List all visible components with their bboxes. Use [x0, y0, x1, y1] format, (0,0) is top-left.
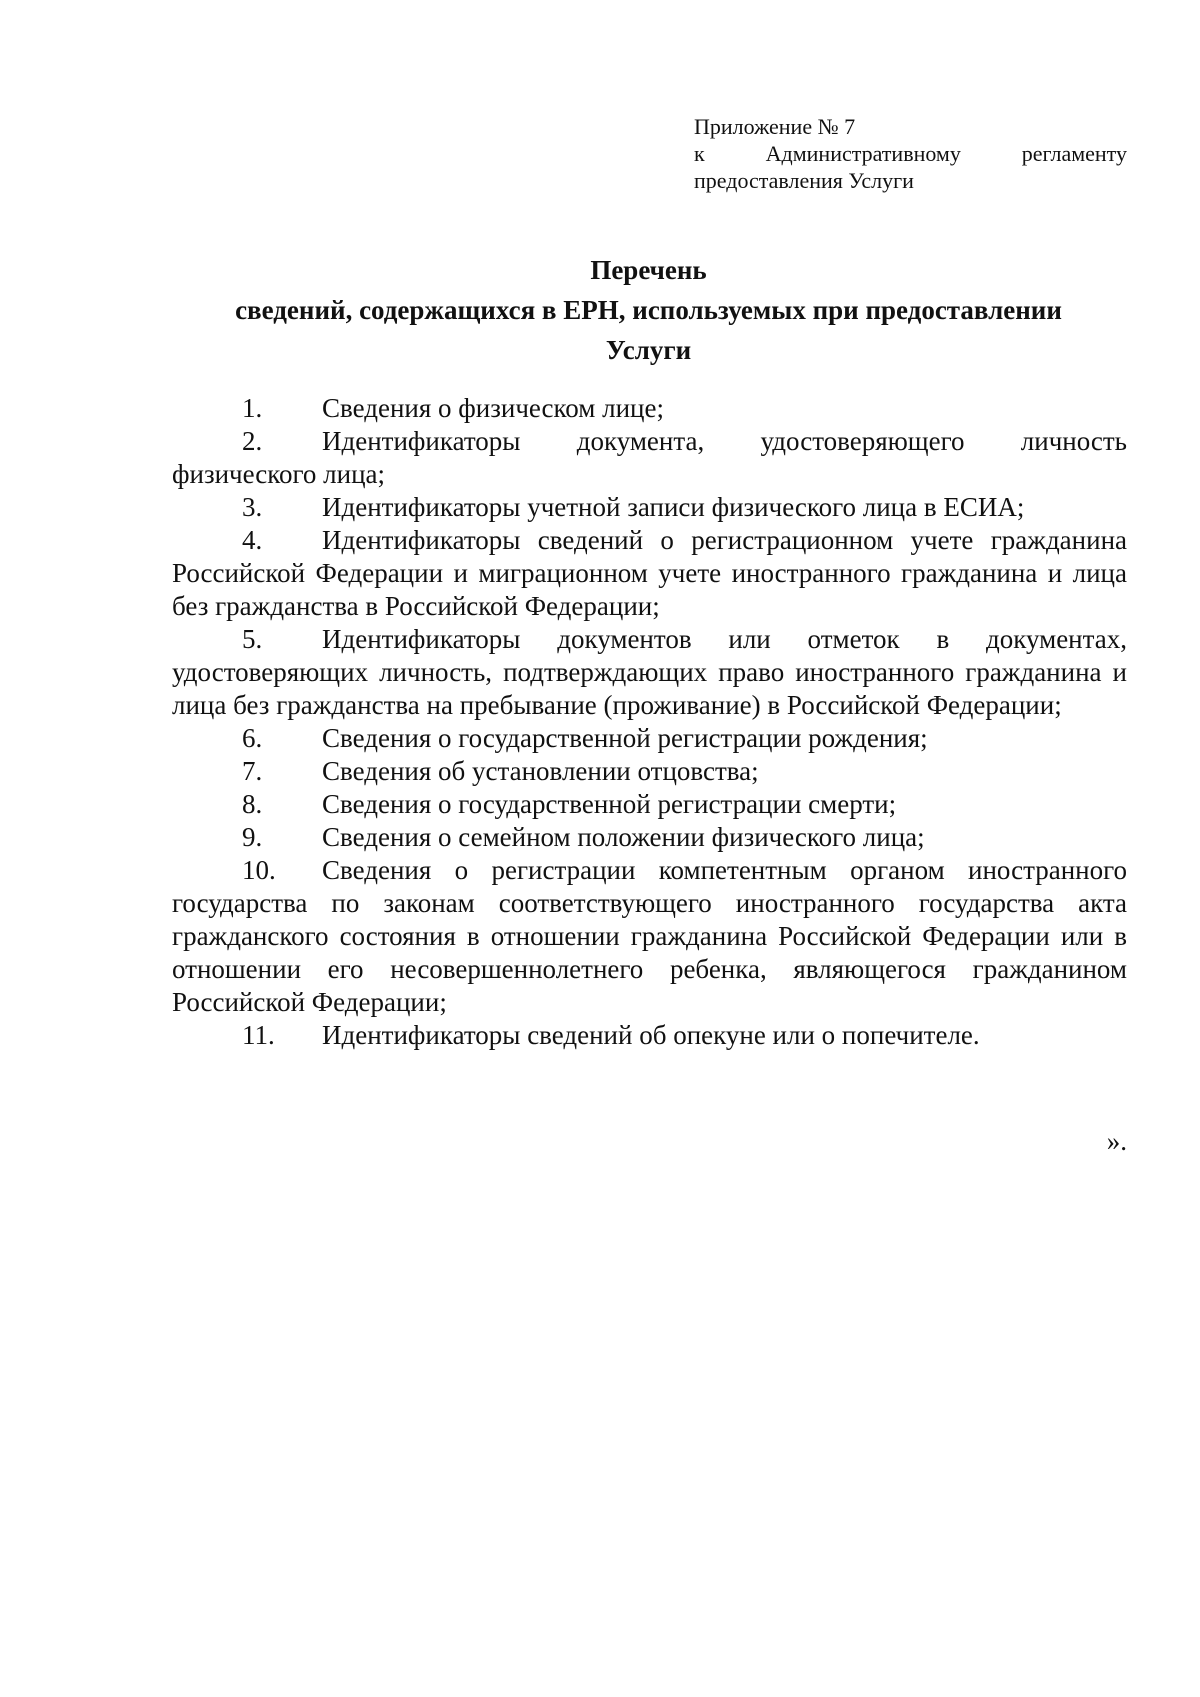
appendix-header: [694, 113, 1127, 194]
list-item-text: Идентификаторы сведений о регистрационном учете гражданина Российской Федерации и миграционном учете иностранного гражданина и лица без гражданства в Российской Федерации;: [172, 525, 1127, 621]
list-item-number: 8.: [242, 789, 263, 819]
list-item-number: 2.: [242, 426, 263, 456]
list-item-text: Сведения о регистрации компетентным органом иностранного государства по законам соответствующего иностранного государства акта гражданского состояния в отношении гражданина Российской Федерации или в отношении его несовершеннолетнего ребенка, являющегося гражданином Российской Федерации;: [172, 855, 1127, 1017]
list-item: [172, 722, 1127, 755]
appendix-number: Приложение № 7: [694, 114, 856, 139]
list-item-number: 3.: [242, 492, 263, 522]
title-line-3: Услуги: [605, 335, 692, 365]
list-item: [172, 788, 1127, 821]
list-item-text: Сведения о государственной регистрации рождения;: [322, 723, 928, 753]
appendix-word: к: [694, 141, 705, 166]
list-item-text: Сведения о физическом лице;: [322, 393, 664, 423]
list-item-number: 11.: [242, 1020, 275, 1050]
appendix-service-line: предоставления Услуги: [694, 168, 914, 193]
list-item: [172, 755, 1127, 788]
list-item: [172, 392, 1127, 425]
list-item-number: 4.: [242, 525, 263, 555]
list-item-number: 1.: [242, 393, 263, 423]
appendix-word: Административному: [765, 141, 961, 166]
appendix-reference-line: [694, 140, 1127, 167]
list-item-text: Идентификаторы сведений об опекуне или о попечителе.: [322, 1020, 980, 1050]
list-item: [172, 524, 1127, 623]
list-item-text: Идентификаторы документа, удостоверяющего личность физического лица;: [172, 426, 1127, 489]
list-item-text: Идентификаторы документов или отметок в документах, удостоверяющих личность, подтверждающих право иностранного гражданина и лица без гражданства на пребывание (проживание) в Российской Федерации;: [172, 624, 1127, 720]
list-item: [172, 821, 1127, 854]
list-item: [172, 623, 1127, 722]
list-item-number: 9.: [242, 822, 263, 852]
list-item: [172, 491, 1127, 524]
list-item-text: Сведения о семейном положении физического лица;: [322, 822, 925, 852]
list-item-number: 5.: [242, 624, 263, 654]
list-item: [172, 1019, 1127, 1052]
document-title: [170, 250, 1127, 370]
list-item-number: 7.: [242, 756, 263, 786]
list-item-number: 10.: [242, 855, 276, 885]
closing-quote: ».: [1106, 1126, 1127, 1156]
list-item-text: Сведения об установлении отцовства;: [322, 756, 759, 786]
list-item-text: Сведения о государственной регистрации смерти;: [322, 789, 897, 819]
list-item-text: Идентификаторы учетной записи физического лица в ЕСИА;: [322, 492, 1025, 522]
list-item: [172, 854, 1127, 1019]
title-line-2: сведений, содержащихся в ЕРН, используемых при предоставлении: [235, 295, 1062, 325]
appendix-word: регламенту: [1021, 141, 1127, 166]
information-list: [172, 392, 1127, 1052]
list-item-number: 6.: [242, 723, 263, 753]
title-line-1: Перечень: [590, 255, 707, 285]
list-item: [172, 425, 1127, 491]
